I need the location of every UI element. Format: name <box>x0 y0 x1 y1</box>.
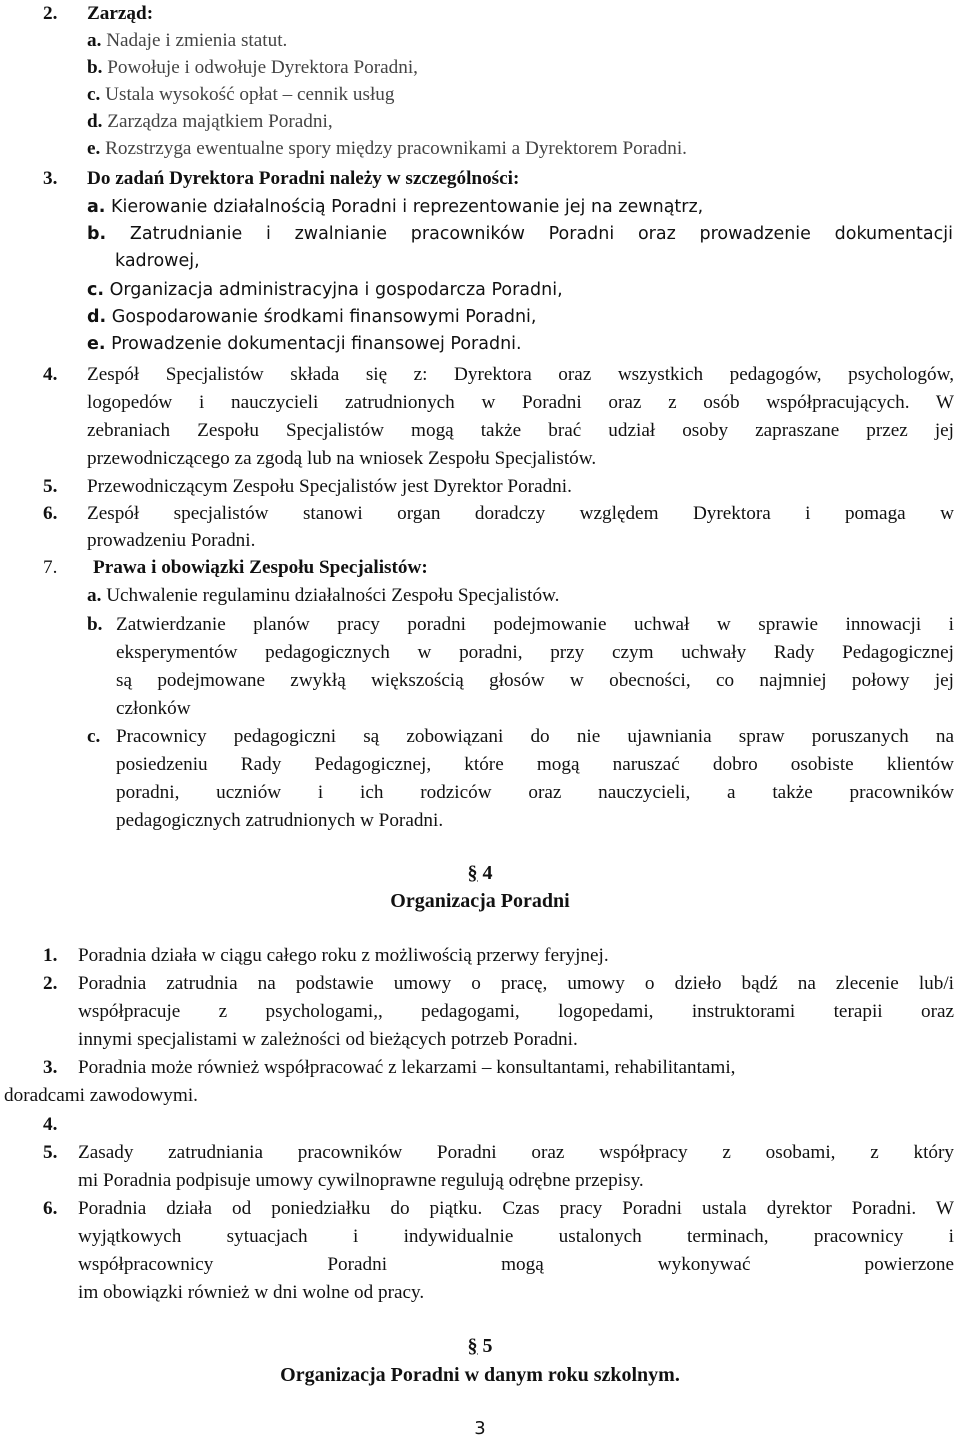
paragraph-line: Poradnia może również współpracować z lekarzami – konsultantami, rehabilitantami, <box>78 1057 736 1078</box>
paragraph-line: Poradnia działa w ciągu całego roku z możliwością przerwy feryjnej. <box>78 945 609 966</box>
paragraph-line: są podejmowane zwykłą większością głosów w obecności, co najmniej połowy jej <box>116 670 954 691</box>
paragraph-line: innymi specjalistami w zależności od bieżących potrzeb Poradni. <box>78 1029 578 1050</box>
paragraph-line: Pracownicy pedagogiczni są zobowiązani do nie ujawniania spraw poruszanych na <box>116 726 954 747</box>
paragraph-line: pedagogicznych zatrudnionych w Poradni. <box>116 810 444 831</box>
section-title: Do zadań Dyrektora Poradni należy w szczególności: <box>87 168 520 189</box>
list-letter: c. <box>87 726 101 747</box>
section-6-number: 6. <box>43 503 58 524</box>
paragraph-line: posiedzeniu Rady Pedagogicznej, które mogą naruszać dobro osobiste klientów <box>116 754 954 775</box>
section-7-number: 7. <box>43 557 58 578</box>
paragraph-line: Przewodniczącym Zespołu Specjalistów jest Dyrektor Poradni. <box>87 476 572 497</box>
paragraph-line: Poradnia działa od poniedziałku do piątku. Czas pracy Poradni ustala dyrektor Poradni. W <box>78 1198 954 1219</box>
paragraph-number: 4 <box>482 862 493 884</box>
list-item: e. Rozstrzyga ewentualne spory między pracownikami a Dyrektorem Poradni. <box>87 138 687 159</box>
paragraph-line: poradni, uczniów i ich rodziców oraz nauczycieli, a także pracowników <box>116 782 954 803</box>
list-item: d. Gospodarowanie środkami finansowymi Poradni, <box>87 307 537 327</box>
section-5-number: 5. <box>43 476 58 497</box>
list-item: c. Organizacja administracyjna i gospodarcza Poradni, <box>87 280 563 300</box>
list-item: b. Zatrudnianie i zwalnianie pracowników Poradni oraz prowadzenie dokumentacji <box>87 224 953 244</box>
item-number: 1. <box>43 945 58 966</box>
section-title: Zarząd: <box>87 3 154 24</box>
list-item-continuation: kadrowej, <box>115 251 200 271</box>
paragraph-number: 5 <box>482 1335 493 1357</box>
paragraph-line: wyjątkowych sytuacjach i indywidualnie ustalonych terminach, pracownicy i <box>78 1226 954 1247</box>
section-number: 2. <box>43 3 58 24</box>
paragraph-line: Zespół Specjalistów składa się z: Dyrektora oraz wszystkich pedagogów, psychologów, <box>87 364 954 385</box>
paragraph-sign: § <box>467 862 478 884</box>
section-number: 3. <box>43 168 58 189</box>
paragraph-line: przewodniczącego za zgodą lub na wniosek Zespołu Specjalistów. <box>87 448 597 469</box>
page-number: 3 <box>474 1418 486 1439</box>
paragraph-line: logopedów i nauczycieli zatrudnionych w Poradni oraz z osób współpracujących. W <box>87 392 954 413</box>
list-item: a. Nadaje i zmienia statut. <box>87 30 288 51</box>
section-4-number: 4. <box>43 364 58 385</box>
paragraph-line: mi Poradnia podpisuje umowy cywilnoprawne regulują odrębne przepisy. <box>78 1170 644 1191</box>
paragraph-sign: § <box>467 1335 478 1357</box>
item-number: 6. <box>43 1198 58 1219</box>
paragraph-line: członków <box>116 698 191 719</box>
section-title: Prawa i obowiązki Zespołu Specjalistów: <box>93 557 428 578</box>
section-3-heading <box>43 166 520 192</box>
list-item: c. Ustala wysokość opłat – cennik usług <box>87 84 395 105</box>
paragraph-line: eksperymentów pedagogicznych w poradni, przy czym uchwały Rady Pedagogicznej <box>116 642 954 663</box>
item-number: 2. <box>43 973 58 994</box>
list-item: e. Prowadzenie dokumentacji finansowej Poradni. <box>87 334 522 354</box>
item-number: 3. <box>43 1057 58 1078</box>
paragraph-sign-heading <box>0 860 960 886</box>
paragraph-line: zebraniach Zespołu Specjalistów mogą także brać udział osoby zapraszane przez jej <box>87 420 954 441</box>
list-item: a. Kierowanie działalnością Poradni i reprezentowanie jej na zewnątrz, <box>87 197 704 217</box>
paragraph-sign-heading <box>0 1333 960 1359</box>
paragraph-line: Zatwierdzanie planów pracy poradni podejmowanie uchwał w sprawie innowacji i <box>116 614 954 635</box>
paragraph-line: Zasady zatrudniania pracowników Poradni oraz współpracy z osobami, z który <box>78 1142 954 1163</box>
paragraph-line: im obowiązki również w dni wolne od pracy. <box>78 1282 425 1303</box>
paragraph-line: doradcami zawodowymi. <box>4 1085 198 1106</box>
paragraph-line: prowadzeniu Poradni. <box>87 530 256 551</box>
list-item: d. Zarządza majątkiem Poradni, <box>87 111 333 132</box>
paragraph-line: współpracuje z psychologami,, pedagogami, logopedami, instruktorami terapii oraz <box>78 1001 954 1022</box>
paragraph-title: Organizacja Poradni <box>390 890 570 912</box>
list-item: a. Uchwalenie regulaminu działalności Zespołu Specjalistów. <box>87 585 560 606</box>
item-number: 4. <box>43 1114 58 1135</box>
paragraph-line: Zespół specjalistów stanowi organ doradczy względem Dyrektora i pomaga w <box>87 503 954 524</box>
section-2-heading <box>43 1 154 27</box>
paragraph-line: Poradnia zatrudnia na podstawie umowy o pracę, umowy o dzieło bądź na zlecenie lub/i <box>78 973 954 994</box>
list-letter: b. <box>87 614 103 635</box>
item-number: 5. <box>43 1142 58 1163</box>
paragraph-title: Organizacja Poradni w danym roku szkolnym. <box>280 1364 680 1386</box>
paragraph-line: współpracownicy Poradni mogą wykonywać powierzone <box>78 1254 954 1275</box>
list-item: b. Powołuje i odwołuje Dyrektora Poradni, <box>87 57 418 78</box>
